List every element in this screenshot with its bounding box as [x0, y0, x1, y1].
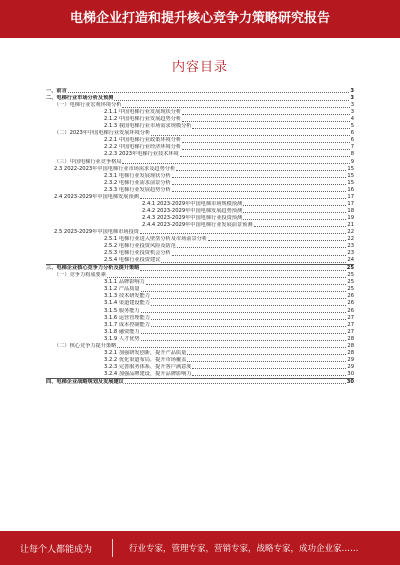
toc-entry-text: 2.4.2 2023-2029年中国电梯发展趋势预测 [142, 207, 243, 214]
toc-entry-text: 2.5.3 电梯行业投资机会分析 [104, 250, 171, 257]
toc-entry-text: 3.2.4 加强品牌建设，提升品牌影响力 [104, 370, 192, 377]
toc-page-number: 26 [347, 300, 354, 307]
toc-entry-text: 二、电梯行业市场分析及预测 [46, 95, 114, 102]
toc-leader-dots [177, 247, 346, 248]
toc-entry[interactable] [46, 102, 354, 109]
toc-page-number: 25 [346, 265, 354, 272]
toc-entry[interactable] [46, 279, 354, 286]
toc-entry[interactable] [46, 123, 354, 130]
toc-leader-dots [176, 170, 346, 171]
toc-page-number: 21 [347, 221, 354, 228]
toc-entry[interactable] [46, 88, 354, 95]
toc-entry[interactable] [46, 315, 354, 322]
toc-page-number: 23 [347, 250, 354, 257]
toc-page-number: 30 [347, 370, 354, 377]
toc-page-number: 30 [346, 378, 354, 385]
toc-leader-dots [141, 333, 347, 334]
toc-entry-text: 3.1.4 渠道建设能力 [104, 300, 150, 307]
toc-leader-dots [192, 128, 349, 129]
toc-page-number: 4 [350, 116, 354, 123]
toc-page-number: 15 [347, 172, 354, 179]
footer-divider [112, 539, 113, 557]
toc-page-number: 25 [347, 279, 354, 286]
toc-page-number: 29 [347, 356, 354, 363]
toc-entry-text: 3.1.6 运营管理能力 [104, 314, 150, 321]
footer-bar [0, 531, 400, 565]
toc-entry[interactable] [46, 257, 354, 264]
toc-entry-text: （二）2023年中国电梯行业发展环境分析 [54, 130, 151, 137]
toc-entry-text: 3.2.2 优化渠道布局，提升市场覆盖 [104, 356, 187, 363]
toc-leader-dots [140, 198, 347, 199]
toc-entry-text: 3.1.3 技术研发能力 [104, 293, 150, 300]
toc-entry-text: 3.1.5 服务能力 [104, 307, 140, 314]
toc-entry-text: 2.3.3 电梯行业发展趋势分析 [104, 186, 171, 193]
toc-leader-dots [187, 361, 346, 362]
toc-entry-text: 2.4.1 2023-2029年中国电梯市场规模预测 [142, 200, 243, 207]
toc-leader-dots [172, 191, 347, 192]
toc-heading: 内容目录 [171, 60, 228, 75]
toc-leader-dots [68, 92, 350, 93]
toc-entry-text: 3.1.7 成本控制能力 [104, 321, 150, 328]
toc-page-number: 25 [347, 272, 354, 279]
toc-entry-text: 2.2.1 中国电梯行业政策环境分析 [104, 137, 182, 144]
toc-page-number: 26 [347, 293, 354, 300]
toc-leader-dots [182, 149, 350, 150]
toc-entry[interactable] [46, 208, 354, 215]
toc-entry[interactable] [46, 307, 354, 314]
toc-entry[interactable] [46, 264, 354, 272]
toc-page-number: 25 [347, 286, 354, 293]
toc-entry-text: （二）核心竞争力提升策略 [54, 342, 117, 349]
toc-leader-dots [140, 270, 345, 271]
toc-entry-text: 2.4.4 2023-2029年中国电梯行业发展前景预测 [142, 221, 253, 228]
toc-entry[interactable] [46, 286, 354, 293]
toc-entry[interactable] [46, 194, 354, 201]
toc-entry-text: 3.1.8 融资能力 [104, 328, 140, 335]
toc-leader-dots [151, 326, 346, 327]
toc-leader-dots [151, 305, 346, 306]
toc-entry-text: 3.1.9 人才优势 [104, 335, 140, 342]
toc-entry[interactable] [46, 130, 354, 137]
toc-entry-text: 2.5.2 电梯行业投资风险及防范 [104, 243, 176, 250]
toc-entry-text: 一、前言 [46, 88, 67, 95]
toc-entry[interactable] [46, 215, 354, 222]
toc-page-number: 5 [350, 123, 354, 130]
footer-slogan-left: 让每个人都能成为 [19, 544, 92, 555]
toc-page-number: 24 [347, 257, 354, 264]
toc-page-number: 27 [347, 328, 354, 335]
toc-leader-dots [243, 219, 346, 220]
toc-leader-dots [180, 156, 350, 157]
toc-leader-dots [114, 100, 349, 101]
toc-entry[interactable] [46, 236, 354, 243]
toc-entry-text: 3.2.3 完善服务体系，提升客户满意度 [104, 363, 192, 370]
toc-page-number: 17 [347, 193, 354, 200]
toc-leader-dots [161, 262, 346, 263]
toc-leader-dots [122, 107, 349, 108]
toc-entry-text: 3.1.1 品牌影响力 [104, 279, 145, 286]
toc-entry[interactable] [46, 201, 354, 208]
toc-entry-text: 2.3 2022-2023年中国电梯行业市场需求及趋势分析 [54, 165, 176, 172]
toc-entry-text: 三、电梯企业核心竞争力分析及提升策略 [46, 265, 140, 272]
toc-entry-text: 2.1.2 中国电梯行业发展趋势分析 [104, 116, 182, 123]
toc-page-number: 7 [350, 144, 354, 151]
toc-leader-dots [146, 284, 347, 285]
toc-entry[interactable] [46, 229, 354, 236]
toc-entry[interactable] [46, 158, 354, 165]
toc-entry-text: 2.5.4 电梯行业投资建议 [104, 257, 161, 264]
toc-entry[interactable] [46, 322, 354, 329]
toc-entry[interactable] [46, 350, 354, 357]
toc-leader-dots [187, 354, 346, 355]
toc-page-number: 8 [350, 151, 354, 158]
toc-leader-dots [182, 121, 350, 122]
toc-entry-text: 3.2.1 加强研发创新，提升产品质量 [104, 349, 187, 356]
toc-entry[interactable] [46, 329, 354, 336]
toc-leader-dots [141, 291, 347, 292]
toc-leader-dots [192, 375, 346, 376]
toc-entry-text: 2.5.1 电梯行业进入壁垒分析及市场前景分析 [104, 236, 208, 243]
toc-page-number: 3 [350, 102, 354, 109]
toc-leader-dots [172, 184, 347, 185]
toc-page-number: 16 [347, 186, 354, 193]
toc-leader-dots [172, 255, 347, 256]
toc-entry-text: 2.5 2023-2029年中国电梯市场投资 [54, 228, 139, 235]
toc-entry[interactable] [46, 371, 354, 378]
toc-leader-dots [192, 368, 346, 369]
toc-entry-text: （三）中国电梯行业竞争格局 [54, 158, 122, 165]
toc-leader-dots [182, 114, 350, 115]
toc-leader-dots [141, 340, 347, 341]
toc-page-number: 6 [350, 130, 354, 137]
toc-page-number: 22 [347, 236, 354, 243]
toc-entry-text: 2.2.3 2023年电梯行业技术环境 [104, 151, 179, 158]
toc-leader-dots [208, 240, 346, 241]
toc-entry-text: 2.1.3 我国电梯行业市场需求规模分析 [104, 123, 192, 130]
toc-page-number: 19 [347, 214, 354, 221]
toc-page-number: 9 [350, 158, 354, 165]
toc-entry[interactable] [46, 272, 354, 279]
toc-page-number: 27 [347, 321, 354, 328]
toc-entry[interactable] [46, 300, 354, 307]
toc-page-number: 3 [350, 95, 354, 102]
report-title: 电梯企业打造和提升核心竞争力策略研究报告 [69, 11, 330, 26]
toc-entry-text: 2.3.2 电梯行业需求前景分析 [104, 179, 171, 186]
toc-page-number: 17 [347, 200, 354, 207]
toc-entry-text: 2.2.2 中国电梯行业经济环境分析 [104, 144, 182, 151]
toc-leader-dots [151, 135, 349, 136]
toc-page-number: 26 [347, 307, 354, 314]
toc-entry[interactable] [46, 343, 354, 350]
toc-entry[interactable] [46, 187, 354, 194]
toc-leader-dots [122, 163, 349, 164]
toc-leader-dots [125, 383, 346, 384]
toc-page-number: 6 [350, 137, 354, 144]
toc-page-number: 18 [347, 207, 354, 214]
toc-entry-text: 3.1.2 产品质量 [104, 286, 140, 293]
toc-page-number: 3 [350, 109, 354, 116]
toc-leader-dots [172, 177, 347, 178]
toc-entry-text: 2.1.1 中国电梯行业发展现状分析 [104, 109, 182, 116]
toc-entry[interactable] [46, 173, 354, 180]
toc-page-number: 23 [347, 243, 354, 250]
toc-entry-text: （一）电梯行业宏观环境分析 [54, 102, 122, 109]
toc-leader-dots [243, 205, 346, 206]
toc-entry[interactable] [46, 151, 354, 158]
toc-entry[interactable] [46, 222, 354, 229]
toc-leader-dots [243, 212, 346, 213]
toc-page-number: 15 [347, 179, 354, 186]
toc-entry[interactable] [46, 243, 354, 250]
toc-leader-dots [182, 142, 350, 143]
toc-entry[interactable] [46, 180, 354, 187]
toc-leader-dots [141, 312, 347, 313]
toc-entry[interactable] [46, 109, 354, 116]
toc-page-number: 28 [347, 342, 354, 349]
toc-leader-dots [140, 233, 347, 234]
toc-entry[interactable] [46, 137, 354, 144]
toc-entry-text: （一）竞争力构成要素 [54, 272, 106, 279]
toc-entry[interactable] [46, 293, 354, 300]
toc-leader-dots [107, 277, 347, 278]
toc-page-number: 28 [347, 335, 354, 342]
toc-entry[interactable] [46, 336, 354, 343]
toc-entry[interactable] [46, 378, 354, 386]
toc-page-number: 3 [350, 88, 354, 95]
toc-leader-dots [151, 319, 346, 320]
toc-entry[interactable] [46, 357, 354, 364]
toc-page-number: 28 [347, 349, 354, 356]
toc-leader-dots [254, 226, 347, 227]
toc-entry[interactable] [46, 166, 354, 173]
toc-page-number: 15 [347, 165, 354, 172]
toc-page-number: 22 [347, 228, 354, 235]
toc-entry[interactable] [46, 116, 354, 123]
table-of-contents [46, 88, 354, 386]
toc-page-number: 29 [347, 363, 354, 370]
toc-leader-dots [151, 298, 346, 299]
toc-entry-text: 2.4 2023-2029年中国电梯发展预测 [54, 193, 139, 200]
toc-entry[interactable] [46, 250, 354, 257]
toc-entry[interactable] [46, 144, 354, 151]
report-header-bar [0, 0, 400, 38]
toc-entry-text: 2.3.1 电梯行业发展现状分析 [104, 172, 171, 179]
toc-page-number: 27 [347, 314, 354, 321]
toc-entry-text: 四、电梯企业战略规划及发展建议 [46, 378, 124, 385]
toc-entry-text: 2.4.3 2023-2029年中国电梯行业投资预测 [142, 214, 243, 221]
toc-entry[interactable] [46, 364, 354, 371]
toc-entry[interactable] [46, 95, 354, 102]
footer-slogan-right: 行业专家，管理专家，营销专家，战略专家，成功企业家…… [129, 544, 359, 554]
toc-leader-dots [117, 347, 346, 348]
